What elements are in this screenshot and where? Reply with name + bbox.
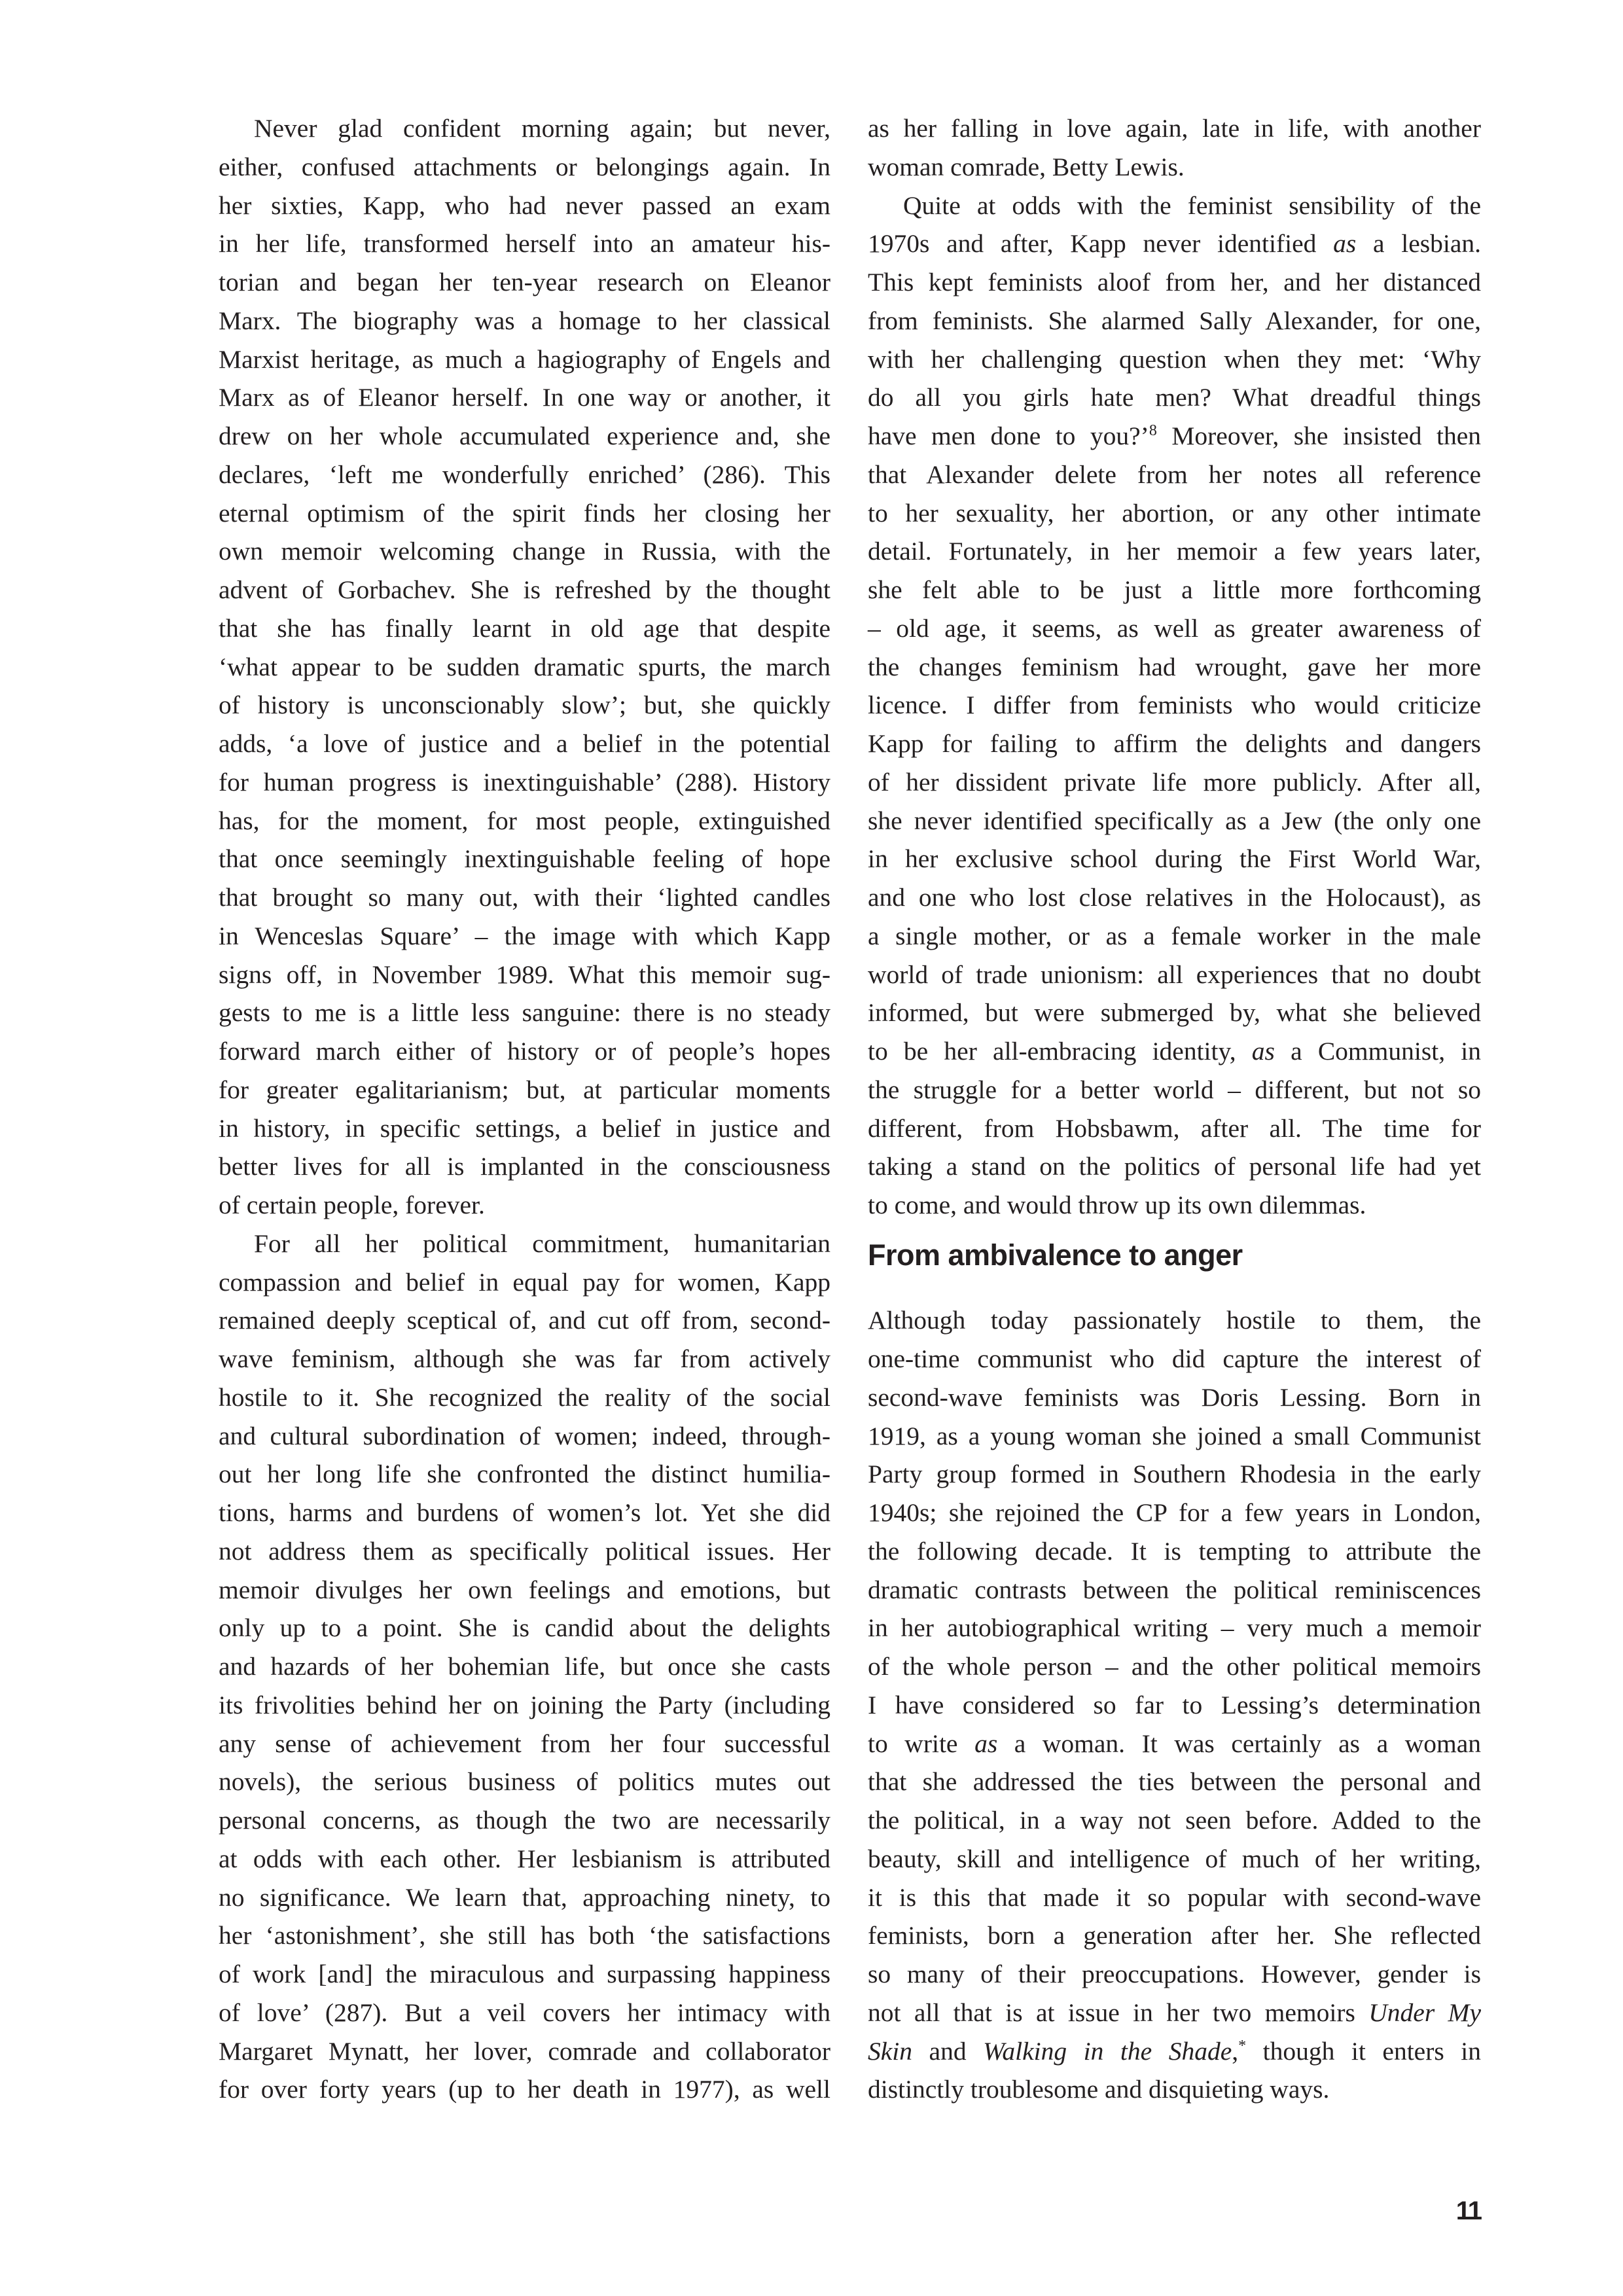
text-run: to come, and would throw up its own dilemmas.	[868, 1191, 1366, 1219]
text-run: have men done to you?’	[868, 422, 1149, 450]
text-line	[219, 1147, 830, 1186]
text-line	[219, 1647, 830, 1686]
text-line	[219, 1916, 830, 1955]
footnote-marker: 8	[1149, 422, 1157, 439]
text-run: in Wenceslas Square’ – the image with which Kapp	[219, 921, 830, 950]
text-run: a woman. It was certainly as a woman	[997, 1729, 1481, 1758]
text-line	[868, 1763, 1481, 1801]
text-line	[868, 1147, 1481, 1186]
italic-text: Walking in the Shade	[983, 2036, 1232, 2066]
text-run: hostile to it. She recognized the reality of the social	[219, 1382, 830, 1412]
text-run: world of trade unionism: all experiences that no doubt	[868, 960, 1481, 989]
text-run: ‘what appear to be sudden dramatic spurts, the march	[219, 652, 830, 681]
text-run: for human progress is inextinguishable’ (288). History	[219, 767, 830, 797]
text-run: own memoir welcoming change in Russia, with the	[219, 537, 830, 566]
text-line	[868, 1417, 1481, 1456]
text-line	[219, 802, 830, 840]
text-run: I have considered so far to Lessing’s determination	[868, 1690, 1481, 1719]
text-line	[868, 878, 1481, 917]
text-line	[868, 340, 1481, 379]
text-run: the changes feminism had wrought, gave her more	[868, 652, 1481, 681]
text-run: 1970s and after, Kapp never identified	[868, 229, 1334, 259]
text-run: memoir divulges her own feelings and emotions, but	[219, 1575, 830, 1604]
text-run: to her sexuality, her abortion, or any other intimate	[868, 498, 1481, 528]
text-run: out her long life she confronted the distinct humilia-	[219, 1460, 830, 1489]
text-line	[219, 1032, 830, 1071]
text-line	[219, 532, 830, 571]
text-run: taking a stand on the politics of personal life had yet	[868, 1152, 1481, 1181]
text-run: for over forty years (up to her death in 1977), as well	[219, 2075, 830, 2104]
text-line	[868, 648, 1481, 687]
text-run: Kapp for failing to affirm the delights and dangers	[868, 729, 1481, 758]
text-line	[219, 1955, 830, 1994]
text-run: though it enters in	[1246, 2036, 1481, 2066]
text-line	[219, 878, 830, 917]
text-line	[868, 1532, 1481, 1571]
text-run: from feminists. She alarmed Sally Alexander, for one,	[868, 306, 1481, 335]
text-run: eternal optimism of the spirit finds her closing her	[219, 498, 830, 528]
text-run: only up to a point. She is candid about the delights	[219, 1613, 830, 1643]
text-run: and one who lost close relatives in the Holocaust), as	[868, 883, 1481, 912]
text-line	[868, 1840, 1481, 1878]
text-line	[219, 1417, 830, 1456]
text-line	[219, 1609, 830, 1647]
text-line	[219, 187, 830, 225]
text-line	[868, 2032, 1481, 2071]
text-line	[868, 1109, 1481, 1148]
text-run: that once seemingly inextinguishable feeling of hope	[219, 844, 830, 874]
text-line	[868, 263, 1481, 302]
text-line	[219, 1186, 830, 1225]
text-run: not address them as specifically political issues. Her	[219, 1536, 830, 1566]
text-run: remained deeply sceptical of, and cut off from, second-	[219, 1306, 830, 1335]
text-line	[868, 1801, 1481, 1840]
text-line	[219, 1494, 830, 1532]
text-run: dramatic contrasts between the political reminiscences	[868, 1575, 1481, 1604]
text-line	[219, 1878, 830, 1917]
text-line	[868, 417, 1481, 456]
text-line	[868, 1994, 1481, 2032]
text-line	[219, 1263, 830, 1302]
text-line	[219, 1378, 830, 1417]
text-line	[219, 1301, 830, 1340]
text-line	[868, 1955, 1481, 1994]
text-run: signs off, in November 1989. What this memoir sug-	[219, 960, 830, 989]
text-line	[868, 1686, 1481, 1725]
text-run: detail. Fortunately, in her memoir a few years later,	[868, 537, 1481, 566]
text-line	[868, 378, 1481, 417]
text-run: at odds with each other. Her lesbianism is attributed	[219, 1844, 830, 1873]
italic-text: Skin	[868, 2036, 913, 2066]
text-line	[219, 648, 830, 687]
text-run: in her exclusive school during the First World War,	[868, 844, 1481, 874]
text-line	[219, 148, 830, 187]
text-line	[868, 1725, 1481, 1763]
text-run: in her autobiographical writing – very much a memoir	[868, 1613, 1481, 1643]
text-run: For all her political commitment, humanitarian	[254, 1229, 830, 1258]
italic-text: Under My	[1368, 1998, 1481, 2027]
text-run: better lives for all is implanted in the consciousness	[219, 1152, 830, 1181]
text-line	[219, 1340, 830, 1378]
text-run: of certain people, forever.	[219, 1191, 485, 1219]
text-line	[868, 1571, 1481, 1609]
text-run: woman comrade, Betty Lewis.	[868, 152, 1185, 181]
text-run: wave feminism, although she was far from actively	[219, 1344, 830, 1373]
text-run: either, confused attachments or belongings again. In	[219, 152, 830, 181]
text-run: personal concerns, as though the two are necessarily	[219, 1806, 830, 1835]
text-line	[219, 302, 830, 340]
text-run: Moreover, she insisted then	[1156, 422, 1481, 450]
text-run: 1940s; she rejoined the CP for a few years in London,	[868, 1498, 1481, 1527]
text-line	[868, 686, 1481, 725]
text-line	[219, 1571, 830, 1609]
page-number: 11	[1455, 2197, 1481, 2225]
text-line	[868, 1340, 1481, 1378]
text-run: compassion and belief in equal pay for women, Kapp	[219, 1267, 830, 1297]
text-run: the following decade. It is tempting to attribute the	[868, 1536, 1481, 1566]
text-line	[868, 763, 1481, 802]
text-run: any sense of achievement from her four successful	[219, 1729, 830, 1758]
text-run: the struggle for a better world – different, but not so	[868, 1075, 1481, 1104]
text-run: that she addressed the ties between the personal and	[868, 1767, 1481, 1797]
text-line	[219, 109, 830, 148]
text-run: a single mother, or as a female worker in the male	[868, 921, 1481, 950]
right-column-text-after-heading	[868, 1301, 1481, 2109]
text-line	[219, 1109, 830, 1148]
text-run: tions, harms and burdens of women’s lot. Yet she did	[219, 1498, 830, 1527]
text-run: so many of their preoccupations. However, gender is	[868, 1960, 1481, 1988]
text-line	[868, 302, 1481, 340]
text-run: a lesbian.	[1356, 229, 1481, 259]
text-run: a Communist, in	[1274, 1037, 1482, 1066]
text-run: in history, in specific settings, a belief in justice and	[219, 1113, 830, 1143]
left-column	[219, 109, 830, 2109]
text-line	[219, 224, 830, 263]
text-line	[219, 2032, 830, 2071]
text-line	[868, 725, 1481, 763]
text-line	[868, 224, 1481, 263]
text-run: the political, in a way not seen before. Added to the	[868, 1806, 1481, 1835]
text-line	[219, 2070, 830, 2109]
text-run: This kept feminists aloof from her, and her distanced	[868, 268, 1481, 296]
text-line	[868, 917, 1481, 956]
text-line	[219, 956, 830, 994]
text-run: Quite at odds with the feminist sensibility of the	[903, 190, 1481, 220]
text-line	[868, 187, 1481, 225]
text-run: to write	[868, 1729, 975, 1758]
text-line	[868, 802, 1481, 840]
text-line	[219, 1801, 830, 1840]
text-run: Party group formed in Southern Rhodesia in the early	[868, 1460, 1481, 1489]
text-line	[219, 571, 830, 609]
text-line	[219, 378, 830, 417]
text-run: gests to me is a little less sanguine: there is no steady	[219, 998, 830, 1028]
text-line	[219, 840, 830, 878]
text-line	[868, 1494, 1481, 1532]
text-run: she felt able to be just a little more forthcoming	[868, 575, 1481, 604]
text-line	[868, 609, 1481, 648]
text-run: 1919, as a young woman she joined a small Communist	[868, 1421, 1481, 1450]
text-line	[219, 340, 830, 379]
text-run: as her falling in love again, late in life, with another	[868, 114, 1481, 143]
text-run: forward march either of history or of people’s hopes	[219, 1037, 830, 1066]
text-run: feminists, born a generation after her. She reflected	[868, 1921, 1481, 1950]
text-run: Although today passionately hostile to them, the	[868, 1306, 1481, 1335]
text-line	[868, 1609, 1481, 1647]
text-run: – old age, it seems, as well as greater awareness of	[868, 613, 1481, 643]
text-line	[868, 840, 1481, 878]
text-run: of history is unconscionably slow’; but, she quickly	[219, 691, 830, 720]
text-line	[219, 417, 830, 456]
text-run: of work [and] the miraculous and surpassing happiness	[219, 1960, 830, 1988]
text-line	[219, 609, 830, 648]
text-run: that brought so many out, with their ‘lighted candles	[219, 883, 830, 912]
text-line	[219, 725, 830, 763]
text-line	[219, 1994, 830, 2032]
footnote-marker: *	[1238, 2037, 1247, 2054]
text-run: her sixties, Kapp, who had never passed an exam	[219, 190, 830, 220]
text-line	[219, 1686, 830, 1725]
text-run: Marx. The biography was a homage to her classical	[219, 306, 830, 335]
text-line	[868, 994, 1481, 1032]
right-column-text-before-heading	[868, 109, 1481, 1225]
text-line	[219, 686, 830, 725]
italic-text: as	[974, 1729, 998, 1758]
text-run: of love’ (287). But a veil covers her intimacy with	[219, 1998, 830, 2027]
text-run: drew on her whole accumulated experience and, she	[219, 422, 830, 450]
italic-text: as	[1251, 1037, 1275, 1066]
text-line	[868, 1916, 1481, 1955]
text-run: second-wave feminists was Doris Lessing. Born in	[868, 1382, 1481, 1412]
text-run: distinctly troublesome and disquieting ways.	[868, 2075, 1330, 2104]
text-run: with her challenging question when they met: ‘Why	[868, 344, 1481, 374]
text-run: to be her all-embracing identity,	[868, 1037, 1252, 1066]
text-line	[868, 1647, 1481, 1686]
text-run: ,	[1232, 2036, 1239, 2066]
text-run: no significance. We learn that, approaching ninety, to	[219, 1882, 830, 1912]
text-line	[219, 1455, 830, 1494]
text-run: in her life, transformed herself into an amateur his-	[219, 229, 830, 259]
text-run: advent of Gorbachev. She is refreshed by the thought	[219, 575, 830, 604]
text-run: of her dissident private life more publicly. After all,	[868, 767, 1481, 797]
text-line	[868, 1878, 1481, 1917]
text-run: Marx as of Eleanor herself. In one way or another, it	[219, 383, 830, 412]
text-line	[219, 1840, 830, 1878]
text-run: it is this that made it so popular with second-wave	[868, 1882, 1481, 1912]
text-run: do all you girls hate men? What dreadful things	[868, 383, 1481, 412]
text-run: novels), the serious business of politics mutes out	[219, 1767, 830, 1797]
text-run: and hazards of her bohemian life, but once she casts	[219, 1652, 830, 1681]
text-run: and cultural subordination of women; indeed, through-	[219, 1421, 830, 1450]
text-run: has, for the moment, for most people, extinguished	[219, 806, 830, 835]
text-line	[868, 571, 1481, 609]
text-line	[868, 1301, 1481, 1340]
text-line	[868, 1186, 1481, 1225]
text-run: Never glad confident morning again; but never,	[254, 114, 830, 143]
text-line	[219, 1071, 830, 1109]
section-heading: From ambivalence to anger	[868, 1238, 1243, 1272]
text-run: of the whole person – and the other political memoirs	[868, 1652, 1481, 1681]
text-run: her ‘astonishment’, she still has both ‘the satisfactions	[219, 1921, 830, 1950]
text-line	[219, 1763, 830, 1801]
text-run: not all that is at issue in her two memoirs	[868, 1998, 1369, 2027]
text-run: torian and began her ten-year research on Eleanor	[219, 268, 830, 296]
italic-text: as	[1333, 229, 1357, 259]
text-line	[868, 494, 1481, 533]
text-line	[219, 263, 830, 302]
text-run: for greater egalitarianism; but, at particular moments	[219, 1075, 830, 1104]
text-line	[219, 763, 830, 802]
text-run: licence. I differ from feminists who would criticize	[868, 691, 1481, 720]
text-run: beauty, skill and intelligence of much of her writing,	[868, 1844, 1481, 1873]
text-line	[219, 456, 830, 494]
text-line	[868, 1071, 1481, 1109]
text-run: that Alexander delete from her notes all reference	[868, 459, 1481, 489]
text-line	[219, 1225, 830, 1263]
text-line	[868, 532, 1481, 571]
text-run: one-time communist who did capture the interest of	[868, 1344, 1481, 1373]
text-line	[868, 1032, 1481, 1071]
text-line	[868, 956, 1481, 994]
text-run: Margaret Mynatt, her lover, comrade and collaborator	[219, 2036, 830, 2066]
text-run: adds, ‘a love of justice and a belief in the potential	[219, 729, 830, 758]
text-line	[868, 2070, 1481, 2109]
text-run: different, from Hobsbawm, after all. The time for	[868, 1113, 1481, 1143]
text-line	[219, 917, 830, 956]
text-run: Marxist heritage, as much a hagiography of Engels and	[219, 344, 830, 374]
text-run: declares, ‘left me wonderfully enriched’ (286). This	[219, 459, 830, 489]
text-run: and	[912, 2036, 984, 2066]
text-line	[219, 1532, 830, 1571]
text-run: she never identified specifically as a Jew (the only one	[868, 806, 1481, 835]
text-line	[868, 1455, 1481, 1494]
right-column	[868, 109, 1481, 2109]
text-line	[219, 494, 830, 533]
text-line	[868, 109, 1481, 148]
text-line	[219, 1725, 830, 1763]
text-line	[868, 1378, 1481, 1417]
text-line	[868, 148, 1481, 187]
text-line	[219, 994, 830, 1032]
text-run: its frivolities behind her on joining the Party (including	[219, 1690, 830, 1719]
text-line	[868, 456, 1481, 494]
text-run: informed, but were submerged by, what she believed	[868, 998, 1481, 1028]
text-run: that she has finally learnt in old age that despite	[219, 613, 830, 643]
